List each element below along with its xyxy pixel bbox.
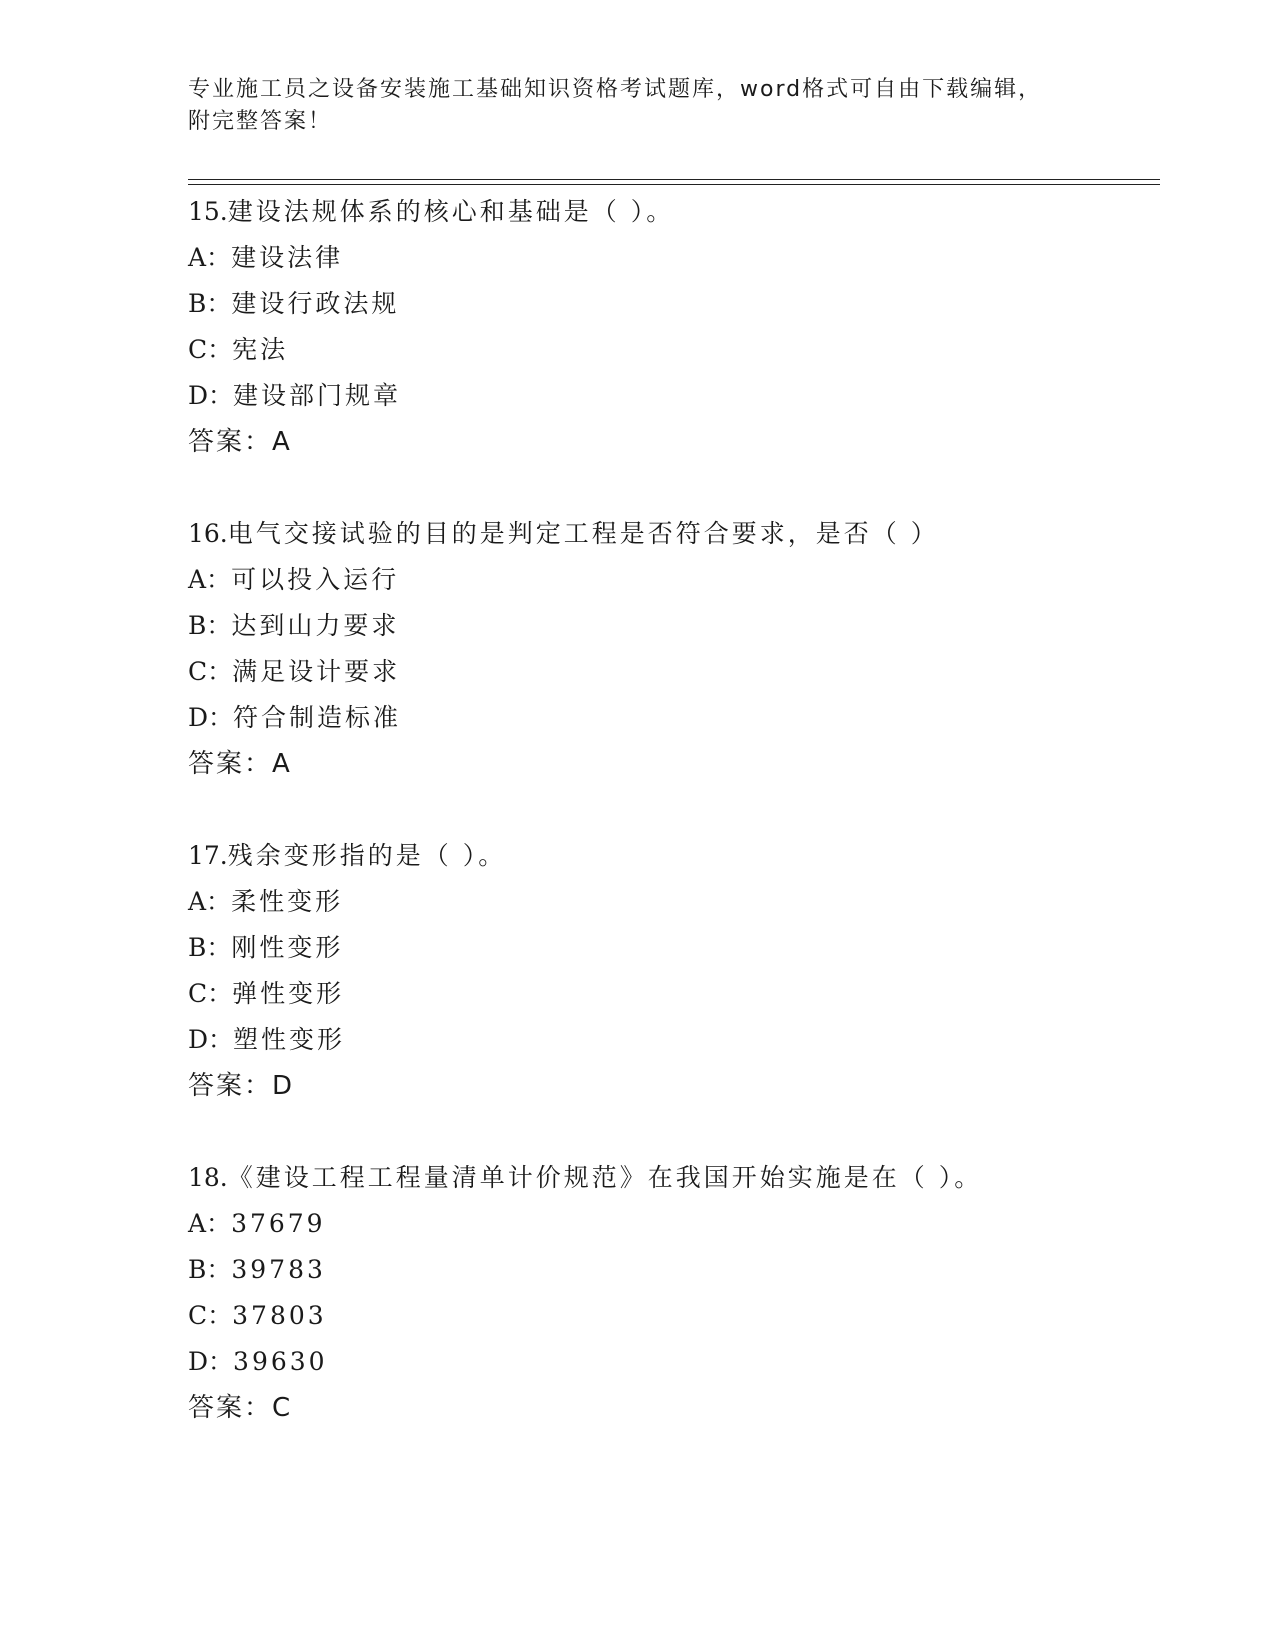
option-a xyxy=(188,557,1168,603)
question-text: 《建设工程工程量清单计价规范》在我国开始实施是在（ ）。 xyxy=(227,1163,983,1192)
question-text: 残余变形指的是（ ）。 xyxy=(227,841,507,870)
option-key: A： xyxy=(188,887,232,916)
option-key: B： xyxy=(188,289,232,318)
option-c xyxy=(188,649,1168,695)
option-d xyxy=(188,695,1168,741)
answer-label: 答案：D xyxy=(188,1071,295,1101)
option-c xyxy=(188,327,1168,373)
option-key: B： xyxy=(188,1255,232,1284)
question-stem xyxy=(188,1155,1168,1201)
option-b xyxy=(188,1247,1168,1293)
option-text: 建设法律 xyxy=(231,243,344,272)
option-text: 39630 xyxy=(233,1347,328,1376)
answer-label: 答案：C xyxy=(188,1393,293,1423)
option-a xyxy=(188,879,1168,925)
option-text: 塑性变形 xyxy=(233,1025,346,1054)
header-rule-bottom xyxy=(188,184,1160,185)
option-key: A： xyxy=(188,565,232,594)
option-text: 符合制造标准 xyxy=(233,703,402,732)
option-text: 弹性变形 xyxy=(232,979,345,1008)
option-text: 满足设计要求 xyxy=(232,657,401,686)
option-b xyxy=(188,603,1168,649)
question-number: 17. xyxy=(188,841,228,870)
option-key: D： xyxy=(188,703,234,732)
option-text: 宪法 xyxy=(232,335,289,364)
question-stem xyxy=(188,189,1168,235)
option-b xyxy=(188,281,1168,327)
option-key: D： xyxy=(188,381,234,410)
option-c xyxy=(188,971,1168,1017)
option-key: B： xyxy=(188,611,232,640)
option-b xyxy=(188,925,1168,971)
question-number: 18. xyxy=(188,1163,228,1192)
option-text: 建设部门规章 xyxy=(233,381,402,410)
option-d xyxy=(188,1339,1168,1385)
option-key: D： xyxy=(188,1025,234,1054)
option-key: C： xyxy=(188,335,233,364)
option-d xyxy=(188,1017,1168,1063)
option-text: 柔性变形 xyxy=(231,887,344,916)
answer-label: 答案：A xyxy=(188,749,292,779)
option-text: 可以投入运行 xyxy=(231,565,400,594)
question-stem xyxy=(188,833,1168,879)
option-text: 37679 xyxy=(231,1209,326,1238)
option-c xyxy=(188,1293,1168,1339)
option-key: A： xyxy=(188,243,232,272)
option-text: 37803 xyxy=(232,1301,327,1330)
option-key: C： xyxy=(188,1301,233,1330)
option-key: B： xyxy=(188,933,232,962)
option-key: D： xyxy=(188,1347,234,1376)
question-number: 16. xyxy=(188,519,228,548)
option-key: A： xyxy=(188,1209,232,1238)
option-d xyxy=(188,373,1168,419)
option-text: 39783 xyxy=(231,1255,326,1284)
option-text: 达到山力要求 xyxy=(231,611,400,640)
option-a xyxy=(188,235,1168,281)
document-header xyxy=(188,74,1088,138)
header-line-1: 专业施工员之设备安装施工基础知识资格考试题库，word格式可自由下载编辑， xyxy=(188,77,1043,102)
question-stem xyxy=(188,511,1168,557)
question-18 xyxy=(188,1155,1168,1431)
question-15 xyxy=(188,189,1168,465)
question-list xyxy=(188,189,1168,1431)
option-text: 刚性变形 xyxy=(231,933,344,962)
question-17 xyxy=(188,833,1168,1109)
option-key: C： xyxy=(188,979,233,1008)
question-number: 15. xyxy=(188,197,228,226)
question-text: 电气交接试验的目的是判定工程是否符合要求，是否（ ） xyxy=(227,519,939,548)
option-key: C： xyxy=(188,657,233,686)
answer-label: 答案：A xyxy=(188,427,292,457)
question-text: 建设法规体系的核心和基础是（ ）。 xyxy=(227,197,675,226)
header-line-2: 附完整答案！ xyxy=(188,109,333,134)
question-16 xyxy=(188,511,1168,787)
header-rule-top xyxy=(188,179,1160,180)
option-a xyxy=(188,1201,1168,1247)
option-text: 建设行政法规 xyxy=(231,289,400,318)
